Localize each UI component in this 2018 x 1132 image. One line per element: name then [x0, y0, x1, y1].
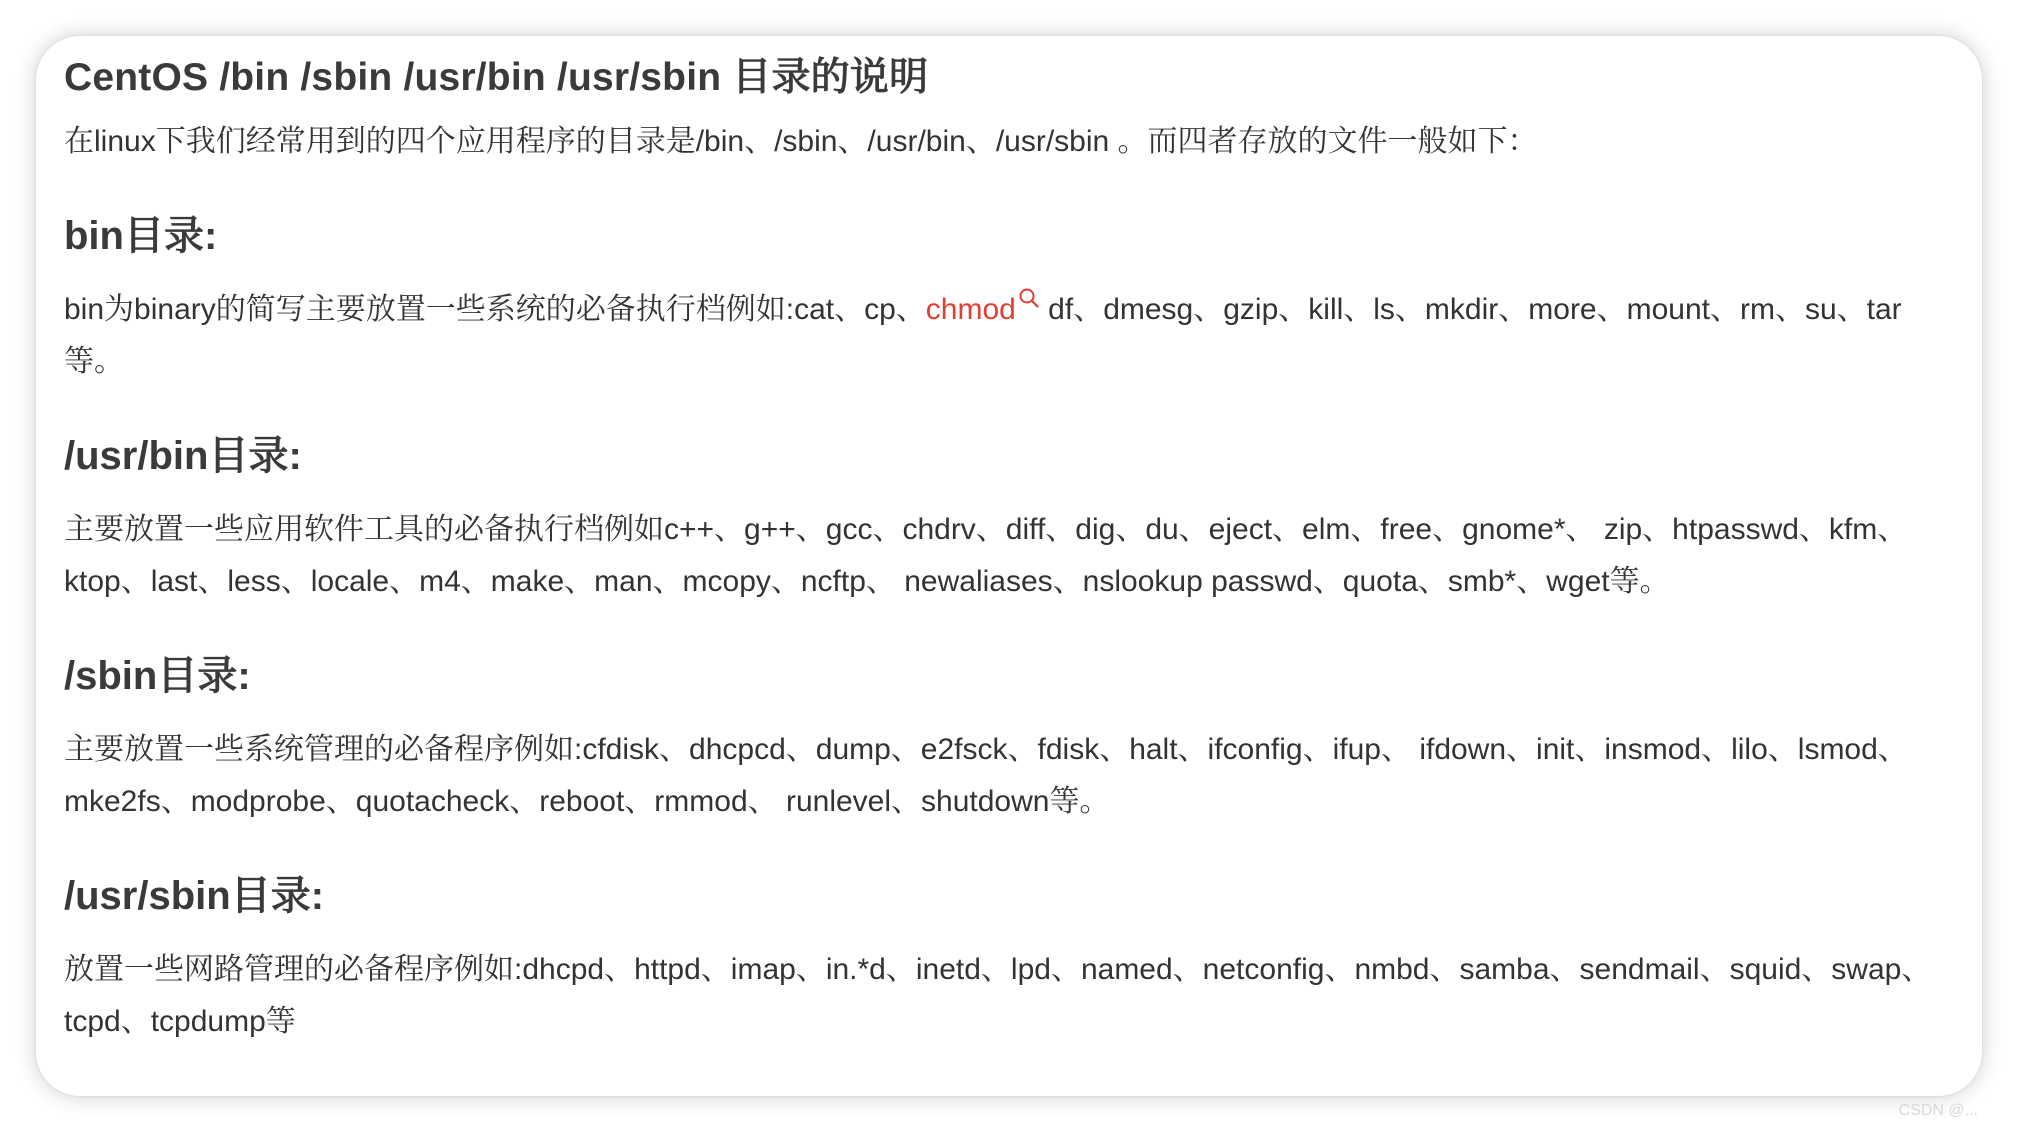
section-body-bin	[64, 284, 1942, 388]
section-body-usr-sbin: 放置一些网路管理的必备程序例如:dhcpd、httpd、imap、in.*d、inetd、lpd、named、netconfig、nmbd、samba、sendmail、squid、swap、tcpd、tcpdump等	[64, 953, 1932, 1038]
article-content	[64, 50, 1942, 1048]
watermark: CSDN @...	[1898, 1102, 1978, 1119]
chmod-link-label: chmod	[925, 293, 1016, 326]
body-text-before-link: bin为binary的简写主要放置一些系统的必备执行档例如:cat、cp、	[64, 293, 926, 326]
section-heading-usr-sbin: /usr/sbin目录:	[64, 874, 325, 918]
section-bin	[64, 208, 1942, 388]
body-text-after-link: df、dmesg、gzip、kill、ls、mkdir、more、mount、rm、su、tar等。	[64, 293, 1902, 378]
section-usr-bin	[64, 428, 1942, 608]
intro-paragraph: 在linux下我们经常用到的四个应用程序的目录是/bin、/sbin、/usr/bin、/usr/sbin 。而四者存放的文件一般如下：	[64, 125, 1538, 158]
section-heading-usr-bin: /usr/bin目录:	[64, 434, 302, 478]
article-card	[36, 36, 1982, 1096]
search-icon[interactable]	[1018, 287, 1040, 309]
section-body-sbin: 主要放置一些系统管理的必备程序例如:cfdisk、dhcpcd、dump、e2fsck、fdisk、halt、ifconfig、ifup、 ifdown、init、insmod、lilo、lsmod、mke2fs、modprobe、quotacheck、reboot、rmmod、 runlevel、shutdown等。	[64, 733, 1908, 818]
page-title: CentOS /bin /sbin /usr/bin /usr/sbin 目录的说明	[64, 56, 929, 99]
section-usr-sbin	[64, 868, 1942, 1048]
section-heading-sbin: /sbin目录:	[64, 654, 251, 698]
section-heading-bin: bin目录:	[64, 214, 218, 258]
chmod-keyword-link[interactable]	[926, 293, 1040, 326]
section-body-usr-bin: 主要放置一些应用软件工具的必备执行档例如c++、g++、gcc、chdrv、diff、dig、du、eject、elm、free、gnome*、 zip、htpasswd、kfm、ktop、last、less、locale、m4、make、man、mcopy、ncftp、 newaliases、nslookup passwd、quota、smb*、wget等。	[64, 513, 1908, 598]
section-sbin	[64, 648, 1942, 828]
